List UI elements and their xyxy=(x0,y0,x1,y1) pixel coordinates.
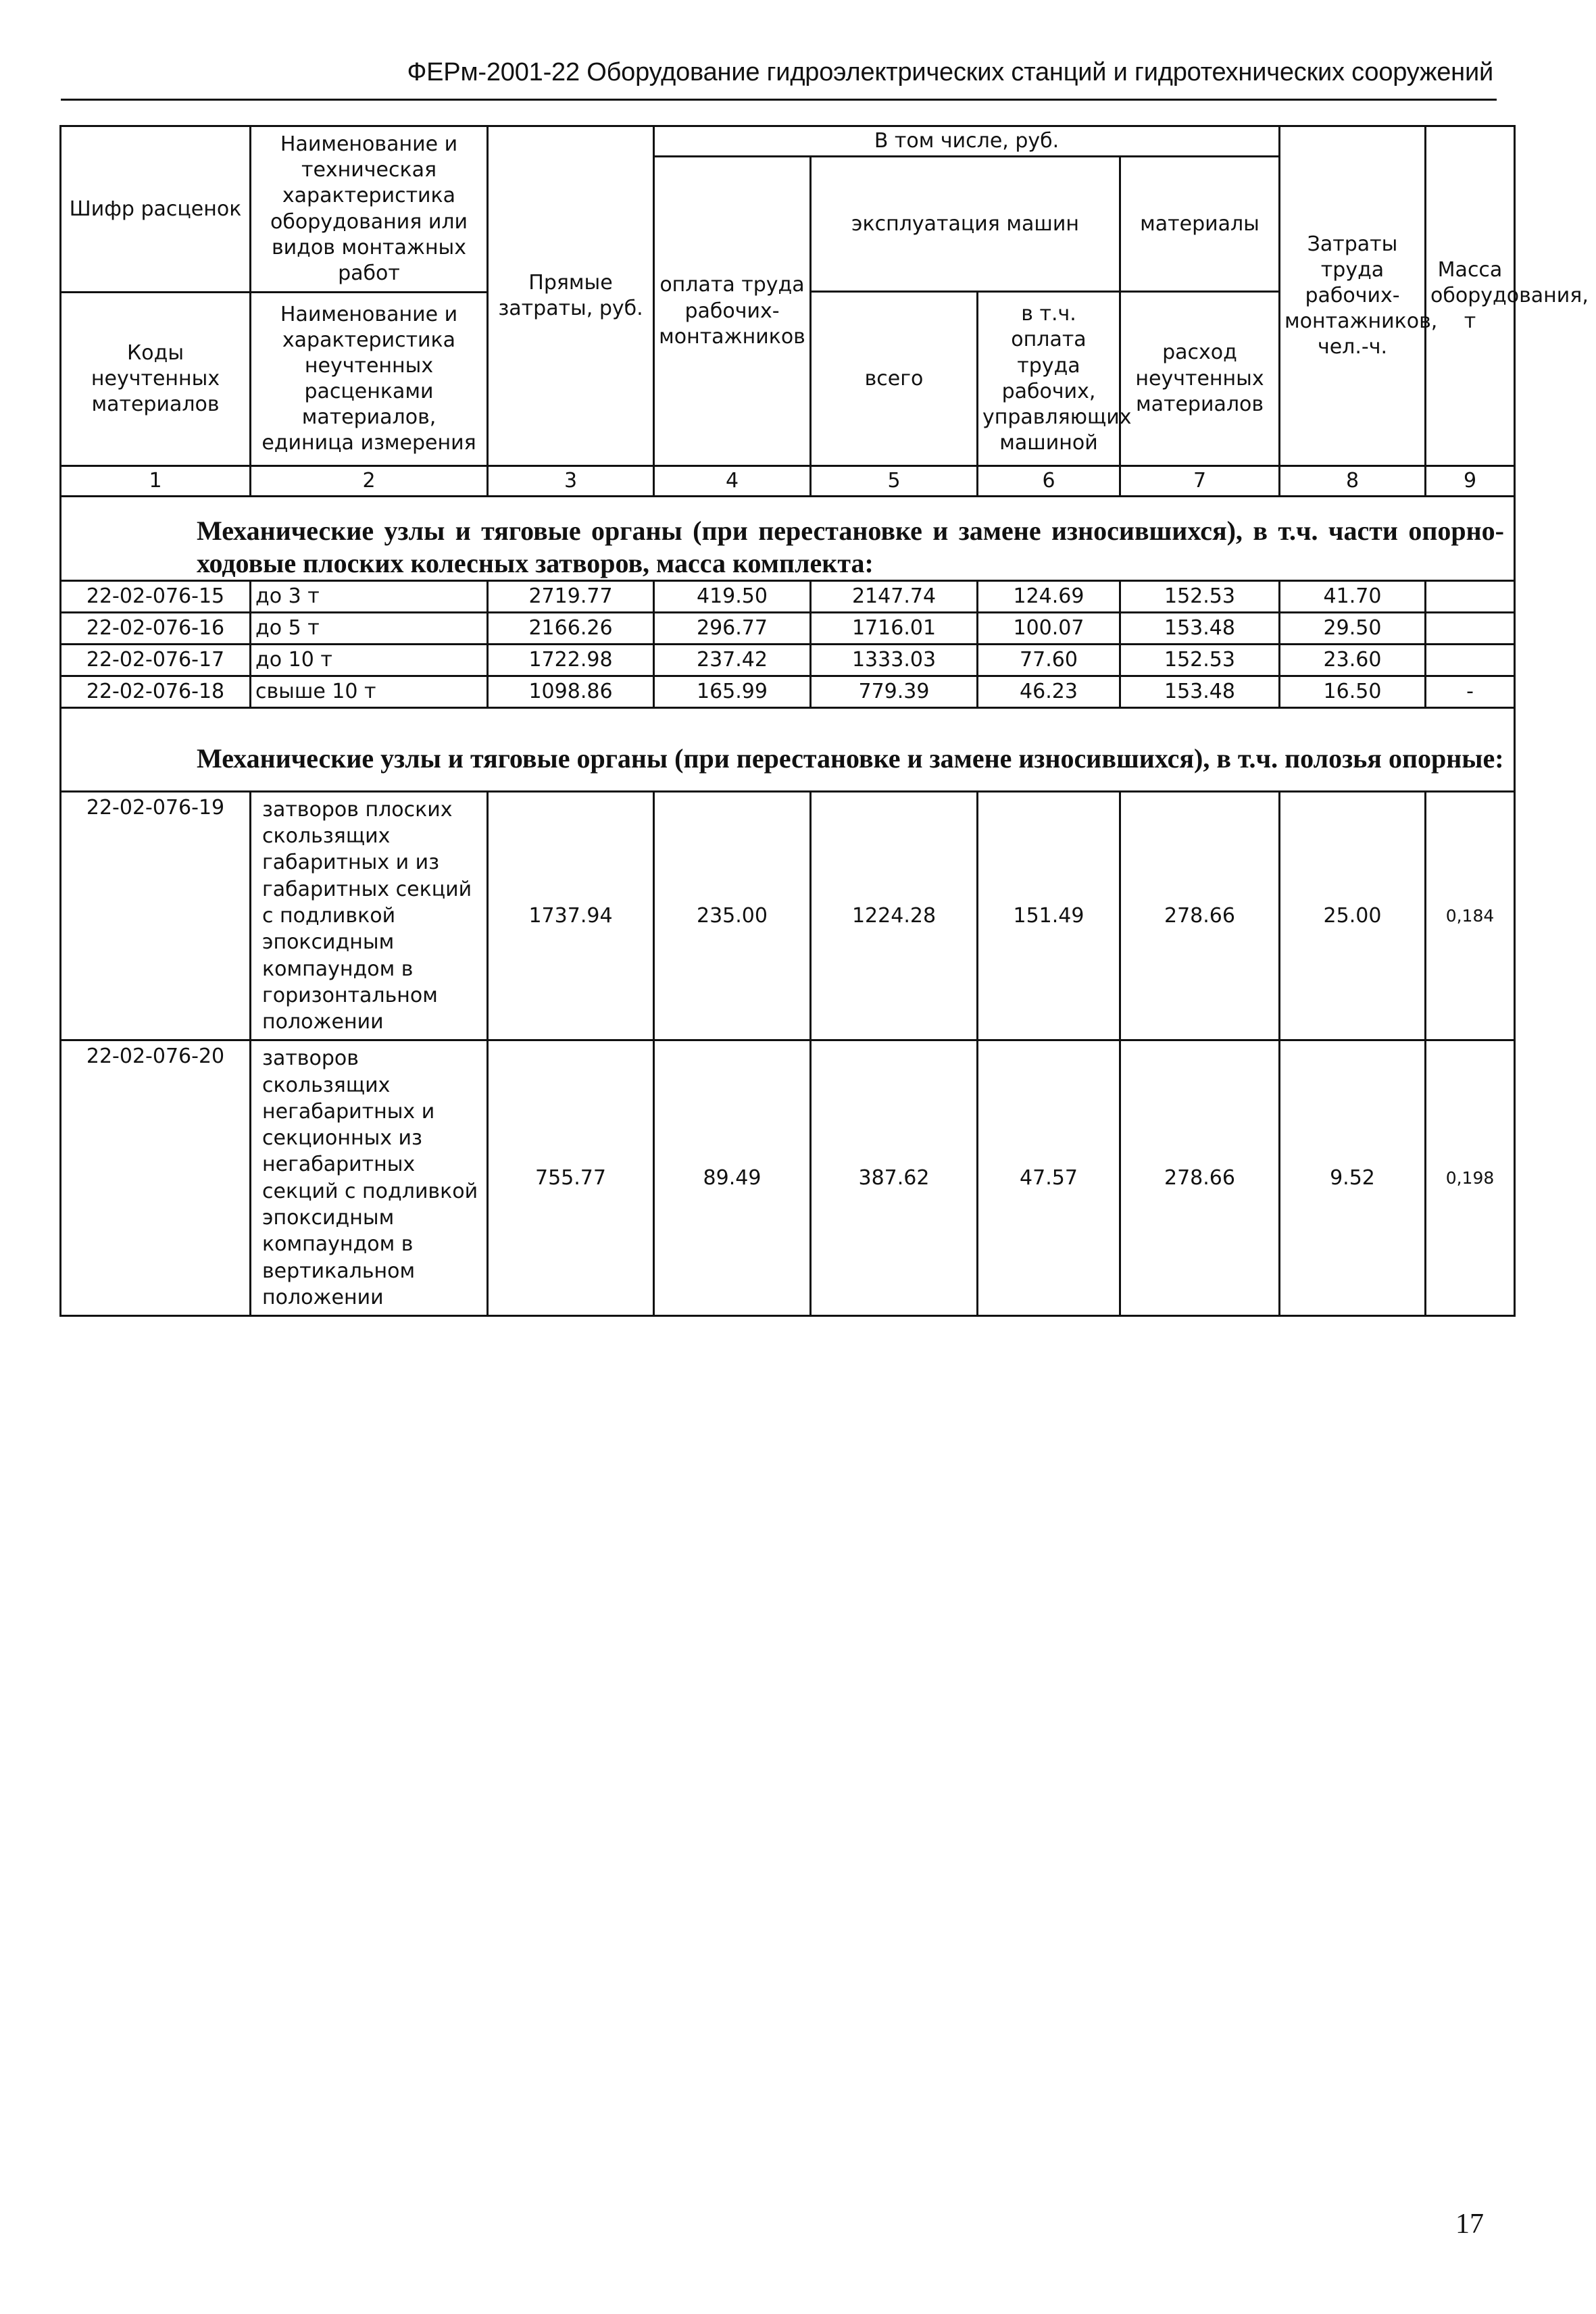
machines-wage: 124.69 xyxy=(978,581,1120,613)
table-row xyxy=(61,581,1515,613)
table-row xyxy=(61,613,1515,645)
column-number: 4 xyxy=(654,466,811,497)
direct-costs: 2719.77 xyxy=(488,581,654,613)
machines-total: 387.62 xyxy=(811,1040,978,1316)
labor: 41.70 xyxy=(1280,581,1426,613)
section-heading: Механические узлы и тяговые органы (при перестановке и замене износившихся), в т.ч. части опорно-ходовые плоских колесных затворов, масса комплекта: xyxy=(61,497,1515,581)
labor: 16.50 xyxy=(1280,676,1426,708)
machines-wage: 151.49 xyxy=(978,792,1120,1040)
machines-total: 1224.28 xyxy=(811,792,978,1040)
header-direct-costs: Прямые затраты, руб. xyxy=(488,126,654,466)
page-number: 17 xyxy=(1455,2209,1484,2240)
mass xyxy=(1426,613,1515,645)
header-materials-consumption: расход неучтенных материалов xyxy=(1120,292,1280,466)
rate-code: 22-02-076-19 xyxy=(61,792,251,1040)
machines-total: 1333.03 xyxy=(811,645,978,676)
header-codes-materials: Коды неучтенных материалов xyxy=(61,293,251,466)
header-machines-wage: в т.ч. оплата труда рабочих, управляющих машиной xyxy=(978,292,1120,466)
direct-costs: 2166.26 xyxy=(488,613,654,645)
wage: 235.00 xyxy=(654,792,811,1040)
rate-name: до 5 т xyxy=(251,613,488,645)
table-row xyxy=(61,645,1515,676)
materials: 278.66 xyxy=(1120,792,1280,1040)
header-machines-total: всего xyxy=(811,292,978,466)
mass xyxy=(1426,645,1515,676)
machines-wage: 46.23 xyxy=(978,676,1120,708)
rate-name: до 10 т xyxy=(251,645,488,676)
rate-name: затворов скользящих негабаритных и секционных из негабаритных секций с подливкой эпоксидным компаундом в вертикальном положении xyxy=(251,1040,488,1316)
page-header: ФЕРм-2001-22 Оборудование гидроэлектрических станций и гидротехнических сооружений xyxy=(407,58,1493,86)
materials: 278.66 xyxy=(1120,1040,1280,1316)
column-number: 8 xyxy=(1280,466,1426,497)
header-name: Наименование и техническая характеристика оборудования или видов монтажных работ xyxy=(251,126,488,293)
header-wage: оплата труда рабочих-монтажников xyxy=(654,157,811,466)
wage: 165.99 xyxy=(654,676,811,708)
rate-name: свыше 10 т xyxy=(251,676,488,708)
column-number: 2 xyxy=(251,466,488,497)
header-name-materials: Наименование и характеристика неучтенных расценками материалов, единица измерения xyxy=(251,293,488,466)
column-number: 6 xyxy=(978,466,1120,497)
column-number: 5 xyxy=(811,466,978,497)
materials: 152.53 xyxy=(1120,645,1280,676)
machines-wage: 47.57 xyxy=(978,1040,1120,1316)
materials: 153.48 xyxy=(1120,613,1280,645)
rate-code: 22-02-076-15 xyxy=(61,581,251,613)
direct-costs: 1737.94 xyxy=(488,792,654,1040)
machines-wage: 77.60 xyxy=(978,645,1120,676)
materials: 153.48 xyxy=(1120,676,1280,708)
direct-costs: 1098.86 xyxy=(488,676,654,708)
section-heading: Механические узлы и тяговые органы (при перестановке и замене износившихся), в т.ч. полозья опорные: xyxy=(61,708,1515,792)
mass: - xyxy=(1426,676,1515,708)
rates-table xyxy=(59,125,1589,1317)
column-number: 7 xyxy=(1120,466,1280,497)
header-including: В том числе, руб. xyxy=(654,126,1280,157)
column-number: 1 xyxy=(61,466,251,497)
rate-name: до 3 т xyxy=(251,581,488,613)
materials: 152.53 xyxy=(1120,581,1280,613)
column-numbers-row xyxy=(61,466,1515,497)
labor: 23.60 xyxy=(1280,645,1426,676)
wage: 237.42 xyxy=(654,645,811,676)
rate-code: 22-02-076-17 xyxy=(61,645,251,676)
header-rule xyxy=(61,99,1497,101)
header-labor: Затраты труда рабочих-монтажников, чел.-ч. xyxy=(1280,126,1426,466)
column-number: 3 xyxy=(488,466,654,497)
rate-name: затворов плоских скользящих габаритных и из габаритных секций с подливкой эпоксидным компаундом в горизонтальном положении xyxy=(251,792,488,1040)
table-row xyxy=(61,676,1515,708)
wage: 419.50 xyxy=(654,581,811,613)
rate-code: 22-02-076-18 xyxy=(61,676,251,708)
direct-costs: 755.77 xyxy=(488,1040,654,1316)
header-machines: эксплуатация машин xyxy=(811,157,1120,292)
table-row xyxy=(61,1040,1515,1316)
rate-code: 22-02-076-20 xyxy=(61,1040,251,1316)
direct-costs: 1722.98 xyxy=(488,645,654,676)
header-mass: Масса оборудования, т xyxy=(1426,126,1515,466)
labor: 29.50 xyxy=(1280,613,1426,645)
column-number: 9 xyxy=(1426,466,1515,497)
machines-total: 779.39 xyxy=(811,676,978,708)
header-code: Шифр расценок xyxy=(61,126,251,293)
machines-total: 2147.74 xyxy=(811,581,978,613)
header-materials: материалы xyxy=(1120,157,1280,292)
table-row xyxy=(61,792,1515,1040)
labor: 25.00 xyxy=(1280,792,1426,1040)
wage: 296.77 xyxy=(654,613,811,645)
labor: 9.52 xyxy=(1280,1040,1426,1316)
mass: 0,184 xyxy=(1426,792,1515,1040)
wage: 89.49 xyxy=(654,1040,811,1316)
rate-code: 22-02-076-16 xyxy=(61,613,251,645)
mass xyxy=(1426,581,1515,613)
machines-wage: 100.07 xyxy=(978,613,1120,645)
mass: 0,198 xyxy=(1426,1040,1515,1316)
machines-total: 1716.01 xyxy=(811,613,978,645)
